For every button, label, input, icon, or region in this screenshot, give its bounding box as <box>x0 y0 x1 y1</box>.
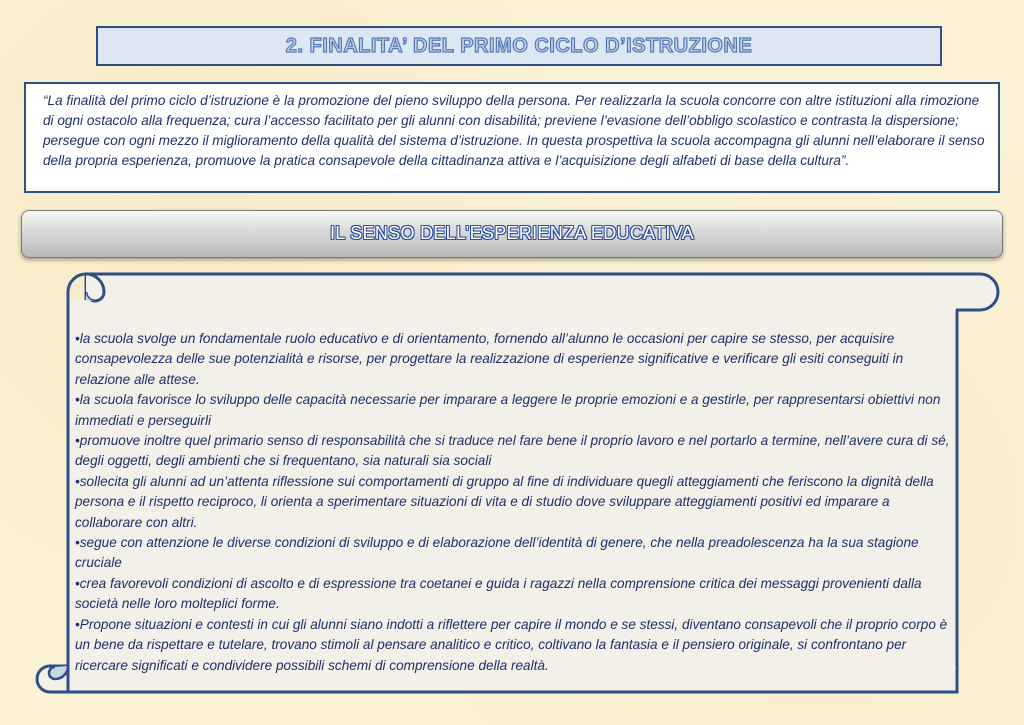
list-item: •promuove inoltre quel primario senso di responsabilità che si traduce nel fare bene il proprio lavoro e nel portarlo a termine, nell’avere cura di sé, degli oggetti, degli ambienti che si frequentano, sia naturali sia sociali <box>75 433 950 469</box>
page-title: 2. FINALITA’ DEL PRIMO CICLO D’ISTRUZIONE <box>285 34 753 57</box>
list-item: •la scuola favorisce lo sviluppo delle capacità necessarie per imparare a leggere le proprie emozioni e a gestirle, per rappresentarsi obiettivi non immediati e perseguirli <box>75 392 941 428</box>
list-item: •crea favorevoli condizioni di ascolto e di espressione tra coetanei e guida i ragazzi nella comprensione critica dei messaggi provenienti dalla società nelle loro molteplici forme. <box>75 575 922 612</box>
scroll-content <box>75 329 950 676</box>
list-item: •la scuola svolge un fondamentale ruolo educativo e di orientamento, fornendo all’alunno le occasioni per capire se stesso, per acquisire consapevolezza delle sue potenzialità e risorse, per progettare la realizzazione di esperienze significative e verificare gli esiti conseguiti in relazione alle attese. <box>75 331 904 387</box>
list-item: •Propone situazioni e contesti in cui gli alunni siano indotti a riflettere per capire il mondo e se stessi, diventano consapevoli che il proprio corpo è un bene da rispettare e tutelare, trovano stimoli al pensare analitico e critico, coltivano la fantasia e il pensiero originale, si confrontano per ricercare significati e condividere possibili schemi di comprensione della realtà. <box>75 616 948 673</box>
list-item: •sollecita gli alunni ad un’attenta riflessione sui comportamenti di gruppo al fine di individuare quegli atteggiamenti che feriscono la dignità della persona e il rispetto reciproco, li orienta a sperimentare situazioni di vita e di studio dove sviluppare atteggiamenti positivi ed imparare a collaborare con altri. <box>75 473 934 530</box>
quote-text: “La finalità del primo ciclo d’istruzione è la promozione del pieno sviluppo della persona. Per realizzarla la scuola concorre con altre istituzioni alla rimozione di ogni ostacolo alla frequenza; cura l’accesso facilitato per gli alunni con disabilità; previene l’evasione dell’obbligo scolastico e contrasta la dispersione; persegue con ogni mezzo il miglioramento della qualità del sistema d’istruzione. In questa prospettiva la scuola accompagna gli alunni nell’elaborare il senso della propria esperienza, promuove la pratica consapevole della cittadinanza attiva e l’acquisizione degli alfabeti di base della cultura”. <box>43 93 985 168</box>
banner-title: IL SENSO DELL’ESPERIENZA EDUCATIVA <box>330 223 694 243</box>
list-item: •segue con attenzione le diverse condizioni di sviluppo e di elaborazione dell’identità di genere, che nella preadolescenza ha la sua stagione cruciale <box>75 535 919 571</box>
